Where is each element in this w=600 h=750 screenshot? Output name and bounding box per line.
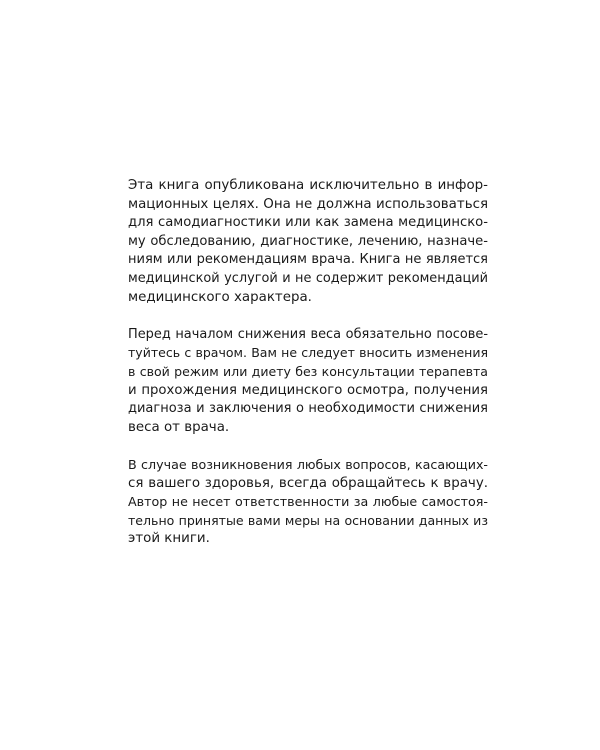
disclaimer-paragraph-3 [128, 456, 488, 549]
text-line: в свой режим или диету без консультации терапевта [128, 363, 488, 379]
text-line: Эта книга опубликована исключительно в инфор- [128, 178, 488, 193]
text-line: медицинского характера. [128, 289, 312, 305]
text-line: для самодиагностики или как замена медицинско- [128, 215, 488, 231]
disclaimer-text [128, 177, 488, 567]
text-line: этой книги. [128, 531, 210, 547]
text-line: тельно принятые вами меры на основании данных из [128, 512, 488, 528]
disclaimer-paragraph-2 [128, 326, 488, 438]
text-line: ся вашего здоровья, всегда обращайтесь к врачу. [128, 475, 488, 491]
text-line: Перед началом снижения веса обязательно посове- [128, 326, 488, 342]
text-line: и прохождения медицинского осмотра, получения [128, 382, 488, 398]
disclaimer-paragraph-1 [128, 177, 488, 307]
text-line: медицинской услугой и не содержит рекомендаций [128, 270, 488, 286]
text-line: веса от врача. [128, 419, 230, 435]
text-line: В случае возникновения любых вопросов, касающих- [128, 456, 488, 472]
text-line: мационных целях. Она не должна использоваться [128, 196, 488, 212]
text-line: туйтесь с врачом. Вам не следует вносить изменения [128, 345, 488, 361]
text-line: ниям или рекомендациям врача. Книга не является [128, 252, 488, 268]
text-line: диагноза и заключения о необходимости снижения [128, 401, 488, 417]
text-line: Автор не несет ответственности за любые самостоя- [128, 494, 488, 510]
text-line: му обследованию, диагностике, лечению, назначе- [128, 233, 488, 249]
